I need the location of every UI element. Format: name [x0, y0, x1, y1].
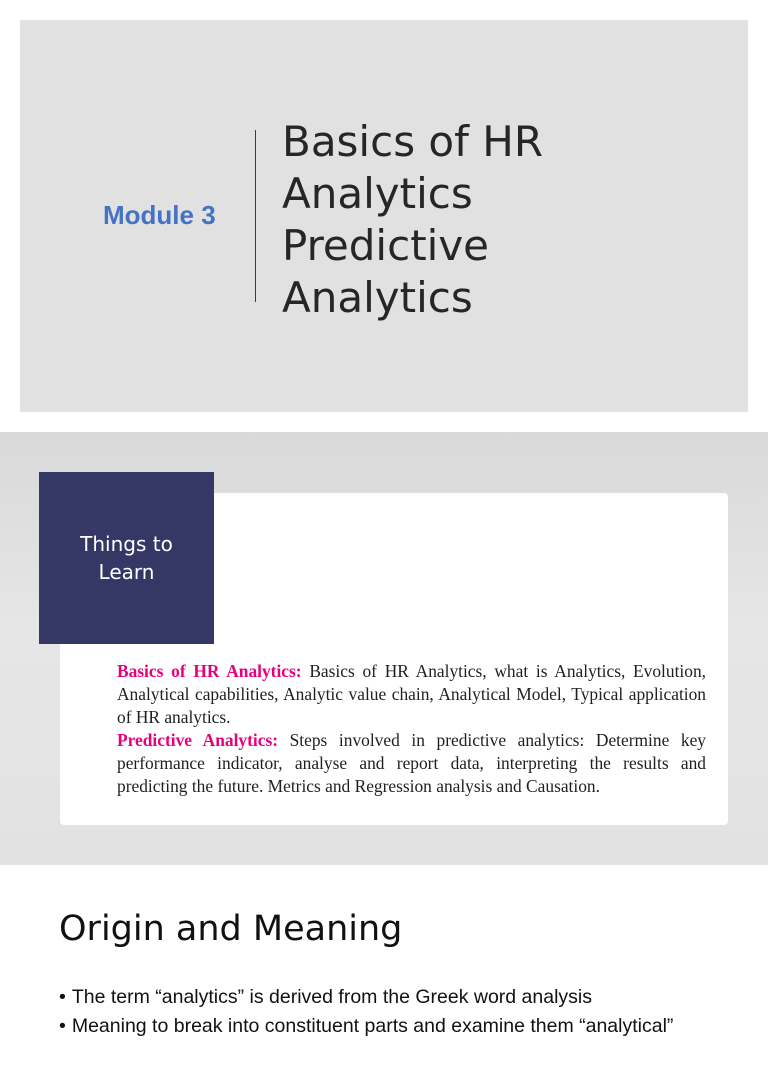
things-to-learn-label: Things to Learn	[80, 532, 173, 584]
slide-heading: Origin and Meaning	[59, 909, 403, 949]
title-slide	[20, 20, 748, 412]
topic-heading: Predictive Analytics:	[117, 730, 279, 750]
bullet-text: Meaning to break into constituent parts and examine them “analytical”	[71, 1015, 674, 1037]
slide-3	[0, 865, 768, 1065]
title-divider	[255, 130, 256, 302]
bullet-marker: •	[59, 986, 66, 1008]
slide-1	[0, 0, 768, 432]
things-to-learn-box	[39, 472, 214, 644]
bullet-marker: •	[59, 1015, 66, 1037]
topic-body: Steps involved in predictive analytics: Determine key performance indicator, analyse and report data, interpreting the results and predicting the future. Metrics and Regression analysis and Causation.	[117, 730, 706, 796]
topic-predictive	[117, 729, 706, 798]
topic-basics	[117, 660, 706, 729]
slide-title-line-1: Basics of HR	[282, 117, 544, 166]
topic-body: Basics of HR Analytics, what is Analytics, Evolution, Analytical capabilities, Analytic value chain, Analytical Model, Typical application of HR analytics.	[117, 661, 706, 727]
topic-heading: Basics of HR Analytics:	[117, 661, 302, 681]
slide-title	[282, 116, 543, 324]
slide-title-line-4: Analytics	[282, 273, 473, 322]
bullet-text: The term “analytics” is derived from the Greek word analysis	[71, 986, 593, 1008]
slide-2	[0, 432, 768, 865]
bullet-item	[59, 986, 592, 1009]
bullet-item	[59, 1015, 673, 1038]
slide-title-line-2: Analytics	[282, 169, 473, 218]
slide-title-line-3: Predictive	[282, 221, 490, 270]
syllabus-text	[117, 660, 706, 798]
module-label: Module 3	[103, 200, 216, 230]
